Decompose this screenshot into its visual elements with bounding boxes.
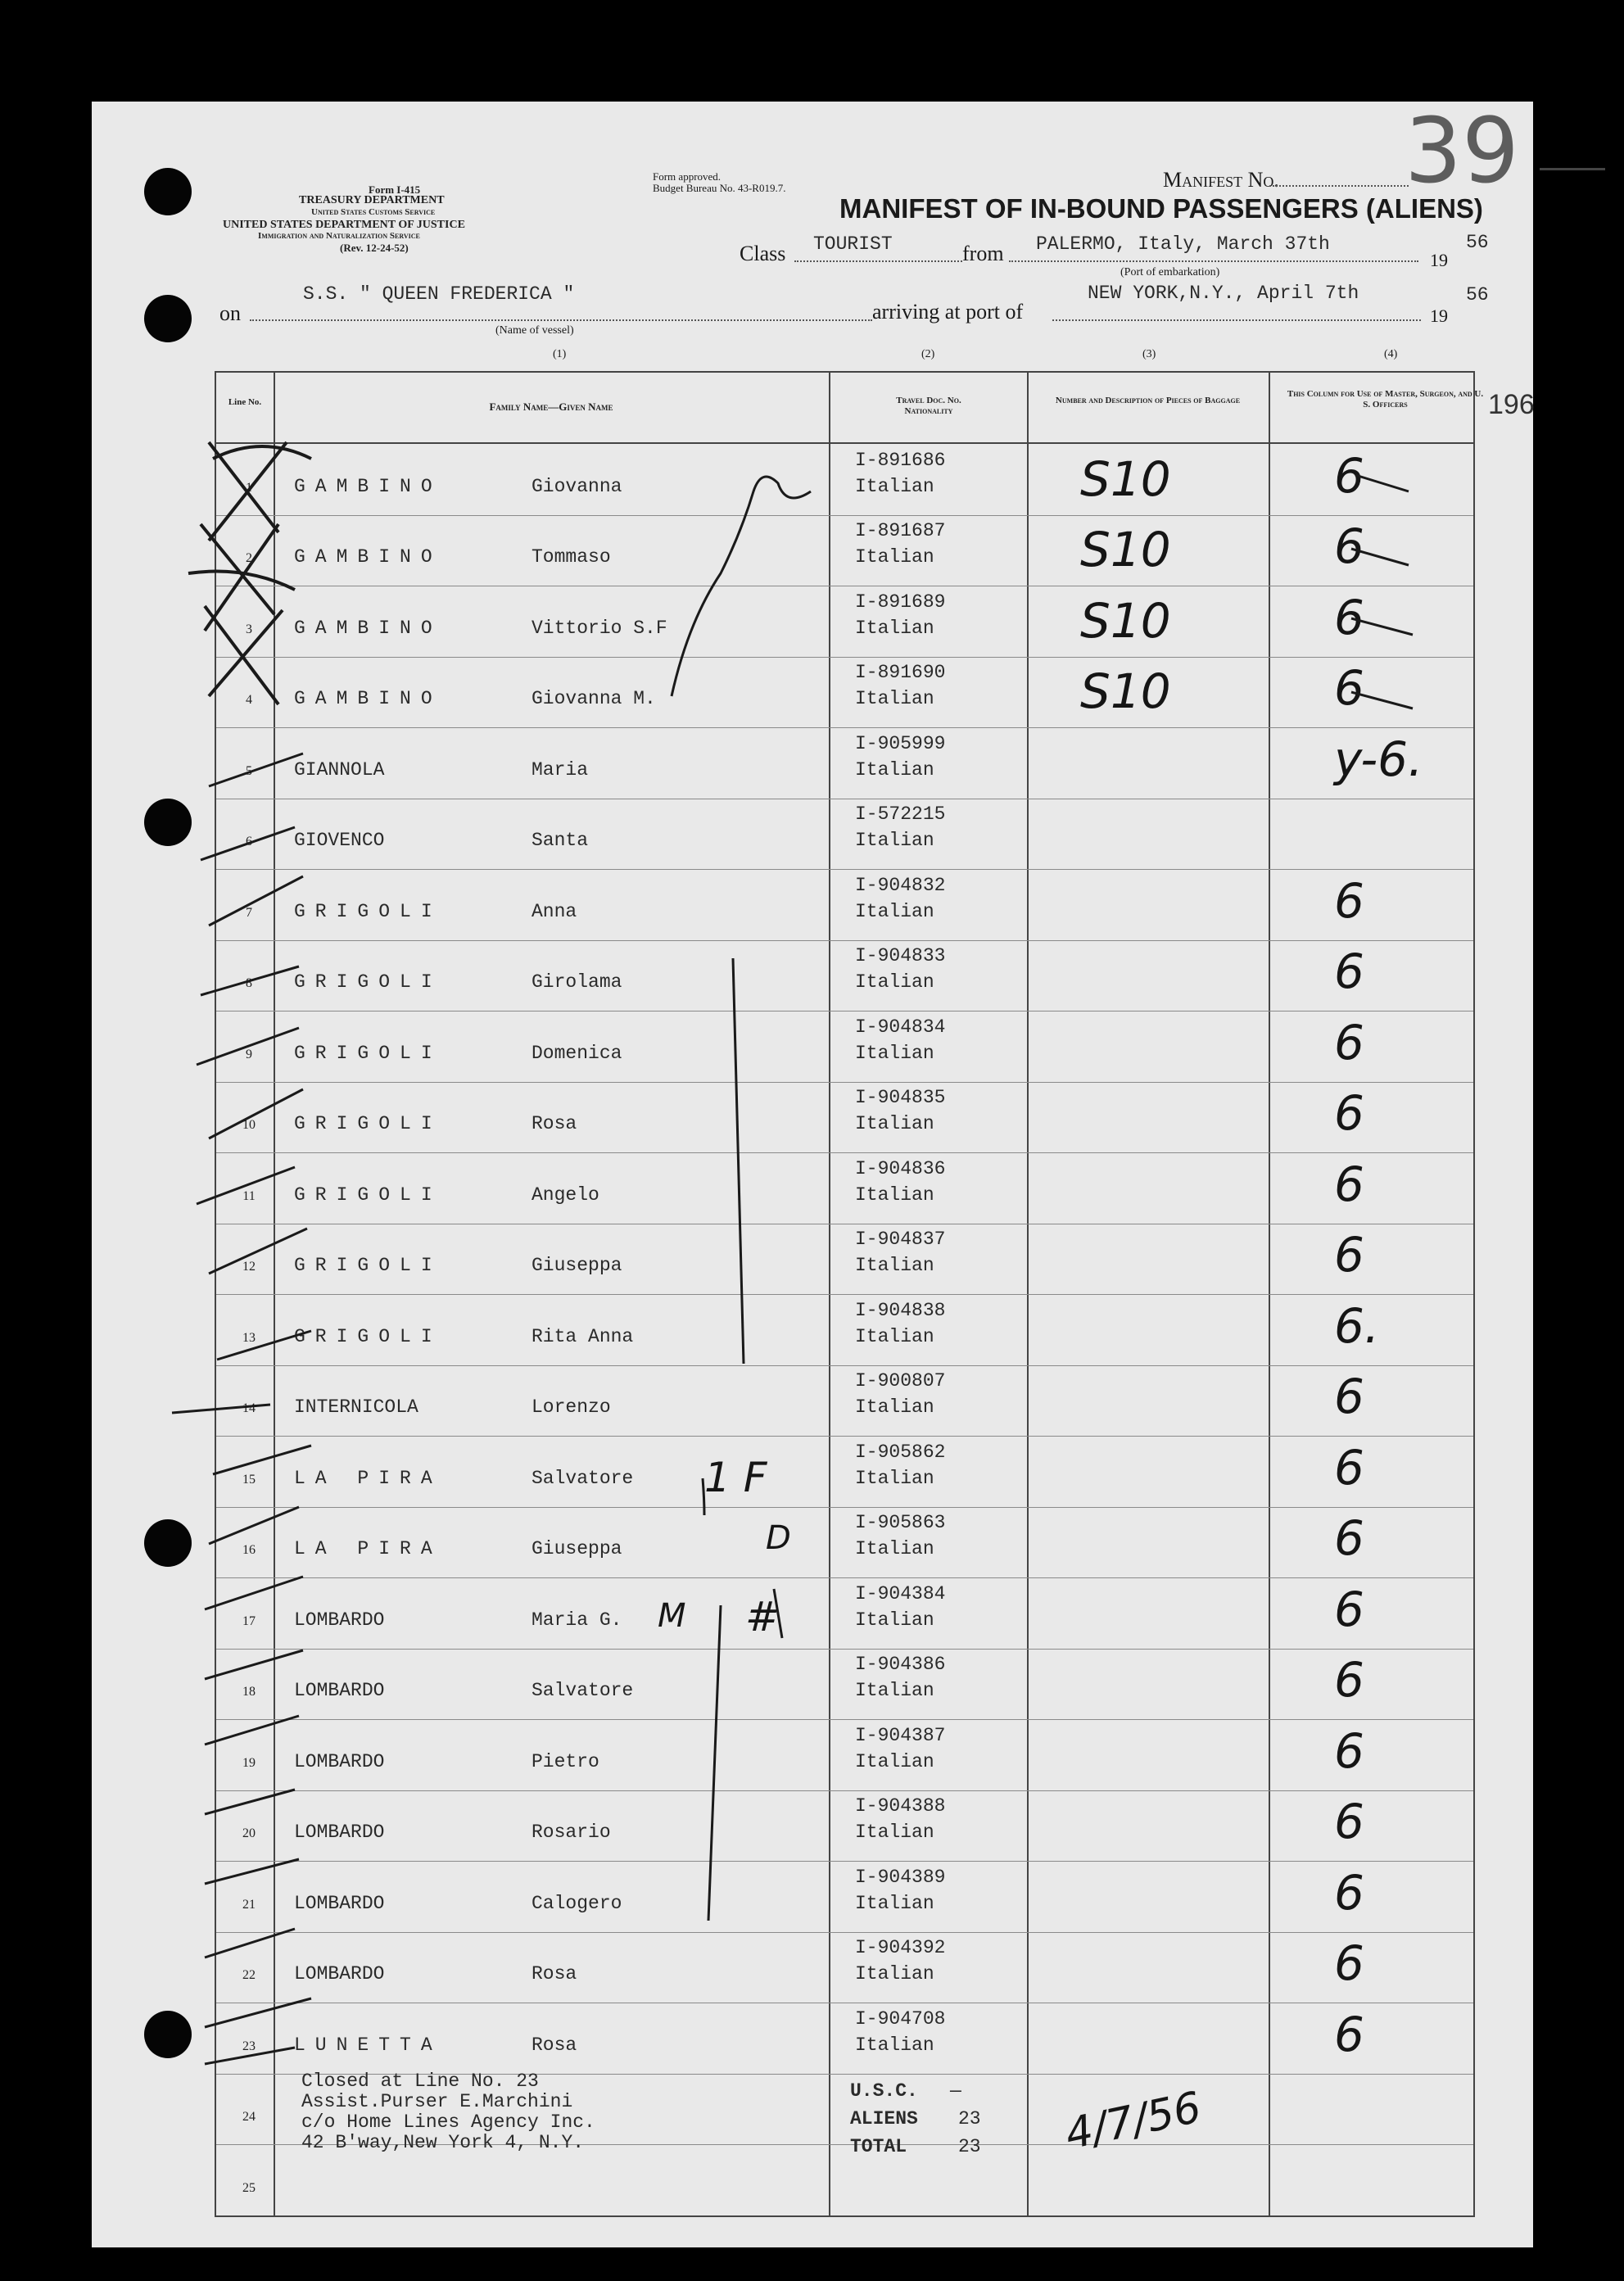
nationality: Italian xyxy=(855,830,934,851)
officer-strike-marks xyxy=(1351,475,1413,708)
family-name: LOMBARDO xyxy=(294,1963,385,1985)
nationality: Italian xyxy=(855,1538,934,1559)
officer-mark: 6 xyxy=(1334,447,1364,504)
family-name: GRIGOLI xyxy=(294,1113,442,1134)
baggage-count: S10 xyxy=(1080,522,1171,577)
mark-17-a: M xyxy=(658,1597,686,1635)
nationality: Italian xyxy=(855,546,934,568)
line-number: 7 xyxy=(246,905,252,920)
officer-mark: 6 xyxy=(1334,1156,1364,1212)
nationality: Italian xyxy=(855,1255,934,1276)
family-name: LOMBARDO xyxy=(294,1609,385,1631)
travel-doc-number: I-891686 xyxy=(855,449,946,471)
family-name: LOMBARDO xyxy=(294,1822,385,1843)
address-line: 42 B'way,New York 4, N.Y. xyxy=(301,2132,585,2153)
travel-doc-number: I-904387 xyxy=(855,1724,946,1746)
nationality: Italian xyxy=(855,1680,934,1701)
officer-mark: y-6. xyxy=(1334,731,1423,787)
family-name: GRIGOLI xyxy=(294,1255,442,1276)
given-name: Angelo xyxy=(532,1183,599,1206)
given-name: Maria G. xyxy=(532,1609,622,1631)
nationality: Italian xyxy=(855,1396,934,1418)
family-name: GRIGOLI xyxy=(294,1325,442,1347)
given-name: Calogero xyxy=(532,1892,622,1914)
given-name: Giuseppa xyxy=(532,1255,622,1276)
baggage-count: S10 xyxy=(1080,450,1171,507)
aliens-label: ALIENS xyxy=(850,2108,918,2129)
family-name: GAMBINO xyxy=(294,688,442,709)
travel-doc-number: I-904836 xyxy=(855,1157,946,1179)
line-number: 2 xyxy=(246,551,252,565)
family-name: LOMBARDO xyxy=(294,1750,385,1772)
given-name: Rosa xyxy=(532,2034,577,2056)
officer-mark: 6 xyxy=(1334,1935,1364,1991)
total-value: 23 xyxy=(958,2136,981,2157)
col-header-baggage: Number and Description of Pieces of Baggage xyxy=(1055,396,1241,405)
nationality: Italian xyxy=(855,1467,934,1489)
given-name: Girolama xyxy=(532,971,622,993)
line-number: 14 xyxy=(242,1401,256,1415)
travel-doc-number: I-891687 xyxy=(855,520,946,541)
class-value: TOURIST xyxy=(813,233,893,255)
baggage-count: S10 xyxy=(1080,663,1171,719)
given-name: Vittorio S.F xyxy=(532,617,667,639)
officer-mark: 6 xyxy=(1334,1510,1364,1566)
total-label: TOTAL xyxy=(850,2136,907,2157)
vessel-caption: (Name of vessel) xyxy=(495,324,574,337)
line-number: 11 xyxy=(242,1188,256,1203)
given-name: Giovanna M. xyxy=(532,688,656,709)
given-name: Giuseppa xyxy=(532,1538,622,1559)
nationality: Italian xyxy=(855,1609,934,1631)
given-name: Rita Anna xyxy=(532,1325,634,1347)
embark-caption: (Port of embarkation) xyxy=(1120,266,1220,278)
bracket-lines xyxy=(703,958,782,1921)
row-tick-marks xyxy=(172,754,311,2064)
nationality: Italian xyxy=(855,688,934,709)
nationality: Italian xyxy=(855,1325,934,1347)
family-name: INTERNICOLA xyxy=(294,1396,418,1418)
officer-mark: 6 xyxy=(1334,518,1364,574)
nationality: Italian xyxy=(855,1892,934,1914)
arrival-value: NEW YORK,N.Y., April 7th xyxy=(1088,283,1359,304)
cross-marks xyxy=(188,442,311,704)
nationality: Italian xyxy=(855,1183,934,1206)
travel-doc-number: I-905863 xyxy=(855,1512,946,1533)
officer-mark: 6 xyxy=(1334,1864,1364,1921)
nationality: Italian xyxy=(855,1113,934,1134)
signature-scrawl xyxy=(672,477,811,696)
travel-doc-number: I-904832 xyxy=(855,874,946,896)
manifest-number: 39 xyxy=(1405,98,1519,203)
year-prefix-2: 19 xyxy=(1430,305,1448,326)
travel-doc-number: I-891689 xyxy=(855,591,946,613)
travel-doc-number: I-904388 xyxy=(855,1795,946,1817)
family-name: GAMBINO xyxy=(294,546,442,568)
officer-mark: 6 xyxy=(1334,660,1364,716)
class-label: Class xyxy=(740,242,786,265)
given-name: Tommaso xyxy=(532,546,611,568)
aliens-value: 23 xyxy=(958,2108,981,2129)
line-number: 8 xyxy=(246,976,252,990)
family-name: GAMBINO xyxy=(294,617,442,639)
line-number: 4 xyxy=(246,693,252,707)
line-number: 22 xyxy=(242,1968,256,1982)
usc-label: U.S.C. xyxy=(850,2080,918,2102)
line-number: 9 xyxy=(246,1047,252,1061)
line-number: 24 xyxy=(242,2110,256,2124)
nationality: Italian xyxy=(855,758,934,781)
line-number: 21 xyxy=(242,1897,256,1912)
officer-mark: 6 xyxy=(1334,1439,1364,1496)
col-header-officers: This Column for Use of Master, Surgeon, and U. S. Officers xyxy=(1287,389,1484,410)
travel-doc-number: I-904833 xyxy=(855,945,946,966)
officer-mark: 6 xyxy=(1334,1722,1364,1779)
on-label: on xyxy=(219,301,241,325)
line-number: 20 xyxy=(242,1826,256,1840)
ins-service: Immigration and Naturalization Service xyxy=(258,231,420,241)
officer-mark: 6 xyxy=(1334,1014,1364,1070)
travel-doc-number: I-904708 xyxy=(855,2007,946,2030)
family-name: LOMBARDO xyxy=(294,1892,385,1914)
agency-line: c/o Home Lines Agency Inc. xyxy=(301,2111,595,2133)
baggage-count: S10 xyxy=(1080,592,1171,649)
line-number: 25 xyxy=(242,2180,256,2195)
travel-doc-number: I-900807 xyxy=(855,1370,946,1392)
travel-doc-number: I-905999 xyxy=(855,732,946,754)
arriving-label: arriving at port of xyxy=(872,300,1024,324)
budget-bureau: Budget Bureau No. 43-R019.7. xyxy=(653,182,786,194)
family-name: GRIGOLI xyxy=(294,1042,442,1064)
customs-service: United States Customs Service xyxy=(311,207,436,217)
travel-doc-number: I-904389 xyxy=(855,1866,946,1888)
col-header-name: Family Name—Given Name xyxy=(489,401,613,413)
given-name: Maria xyxy=(532,758,589,781)
line-number: 16 xyxy=(242,1543,256,1557)
line-number: 15 xyxy=(242,1472,256,1487)
note-16: D xyxy=(766,1519,791,1557)
nationality: Italian xyxy=(855,900,934,922)
officer-mark: 6 xyxy=(1334,2006,1364,2062)
travel-doc-number: I-904392 xyxy=(855,1937,946,1958)
manifest-title: MANIFEST OF IN-BOUND PASSENGERS (ALIENS) xyxy=(839,193,1483,224)
note-15: 1 F xyxy=(704,1454,767,1501)
given-name: Rosa xyxy=(532,1963,577,1985)
family-name: LOMBARDO xyxy=(294,1680,385,1701)
officer-mark: 6 xyxy=(1334,944,1364,999)
col-header-line: Line No. xyxy=(228,397,262,407)
travel-doc-number: I-572215 xyxy=(855,803,946,825)
justice-dept: UNITED STATES DEPARTMENT OF JUSTICE xyxy=(223,219,465,231)
nationality: Italian xyxy=(855,1042,934,1064)
travel-doc-number: I-905862 xyxy=(855,1441,946,1463)
line-number: 10 xyxy=(242,1118,256,1132)
family-name: GRIGOLI xyxy=(294,900,442,922)
family-name: LA PIRA xyxy=(294,1538,442,1559)
form-number: Form I-415 xyxy=(369,183,421,196)
year-prefix-1: 19 xyxy=(1430,250,1448,270)
col-index-1: (1) xyxy=(553,348,567,360)
travel-doc-number: I-904386 xyxy=(855,1654,946,1675)
line-number: 1 xyxy=(246,480,252,495)
line-number: 13 xyxy=(242,1330,256,1345)
given-name: Pietro xyxy=(532,1750,599,1772)
travel-doc-number: I-904837 xyxy=(855,1229,946,1250)
col-index-4: (4) xyxy=(1384,348,1398,360)
from-value: PALERMO, Italy, March 37th xyxy=(1036,233,1330,255)
officer-mark: 6 xyxy=(1334,1227,1364,1283)
officer-mark: 6. xyxy=(1334,1297,1380,1354)
family-name: GIOVENCO xyxy=(294,830,385,851)
given-name: Anna xyxy=(532,900,577,922)
officer-mark: 6 xyxy=(1334,1581,1364,1637)
officer-mark: 6 xyxy=(1334,1652,1364,1708)
treasury-dept: TREASURY DEPARTMENT xyxy=(299,194,445,206)
signed-date: 4/7/56 xyxy=(1061,2083,1206,2160)
nationality: Italian xyxy=(855,617,934,639)
family-name: GAMBINO xyxy=(294,475,442,497)
nationality: Italian xyxy=(855,2034,934,2056)
nationality: Italian xyxy=(855,1963,934,1985)
col-index-3: (3) xyxy=(1142,348,1156,360)
col-header-travel: Travel Doc. No. Nationality xyxy=(896,396,961,416)
line-number: 5 xyxy=(246,763,252,778)
travel-doc-number: I-904838 xyxy=(855,1299,946,1321)
usc-value: — xyxy=(950,2080,961,2102)
year-2: 56 xyxy=(1466,284,1489,305)
family-name: LA PIRA xyxy=(294,1467,442,1489)
line-number: 23 xyxy=(242,2039,256,2053)
travel-doc-number: I-891690 xyxy=(855,662,946,683)
nationality: Italian xyxy=(855,475,934,497)
line-number: 18 xyxy=(242,1685,256,1699)
given-name: Salvatore xyxy=(532,1467,634,1489)
officer-mark: 6 xyxy=(1334,589,1364,645)
page-number: 196 xyxy=(1488,389,1535,420)
nationality: Italian xyxy=(855,1822,934,1843)
from-label: from xyxy=(962,242,1004,265)
vessel-name: S.S. " QUEEN FREDERICA " xyxy=(303,283,575,305)
travel-doc-number: I-904834 xyxy=(855,1016,946,1038)
purser-line: Assist.Purser E.Marchini xyxy=(301,2091,573,2112)
given-name: Rosario xyxy=(532,1822,611,1843)
travel-doc-number: I-904835 xyxy=(855,1087,946,1108)
line-number: 6 xyxy=(246,835,252,849)
col-index-2: (2) xyxy=(921,348,935,360)
family-name: GRIGOLI xyxy=(294,1183,442,1206)
given-name: Rosa xyxy=(532,1113,577,1134)
line-number: 3 xyxy=(246,622,252,636)
officer-mark: 6 xyxy=(1334,1085,1364,1141)
officer-mark: 6 xyxy=(1334,1369,1364,1424)
officer-mark: 6 xyxy=(1334,1794,1364,1849)
family-name: GIANNOLA xyxy=(294,758,385,781)
line-number: 19 xyxy=(242,1755,256,1770)
given-name: Giovanna xyxy=(532,475,622,497)
given-name: Santa xyxy=(532,830,589,851)
year-1: 56 xyxy=(1466,232,1489,253)
given-name: Lorenzo xyxy=(532,1396,611,1418)
nationality: Italian xyxy=(855,1750,934,1772)
nationality: Italian xyxy=(855,971,934,993)
mark-17-b: # xyxy=(745,1593,780,1641)
manifest-label: Manifest No. xyxy=(1163,168,1279,192)
closed-line: Closed at Line No. 23 xyxy=(301,2071,539,2092)
given-name: Salvatore xyxy=(532,1680,634,1701)
given-name: Domenica xyxy=(532,1042,622,1064)
family-name: GRIGOLI xyxy=(294,971,442,993)
line-number: 17 xyxy=(242,1613,256,1628)
line-number: 12 xyxy=(242,1260,256,1274)
officer-mark: 6 xyxy=(1334,872,1364,929)
form-approved: Form approved. xyxy=(653,170,722,183)
family-name: LUNETTA xyxy=(294,2034,442,2056)
revision: (Rev. 12-24-52) xyxy=(340,242,409,254)
travel-doc-number: I-904384 xyxy=(855,1582,946,1604)
